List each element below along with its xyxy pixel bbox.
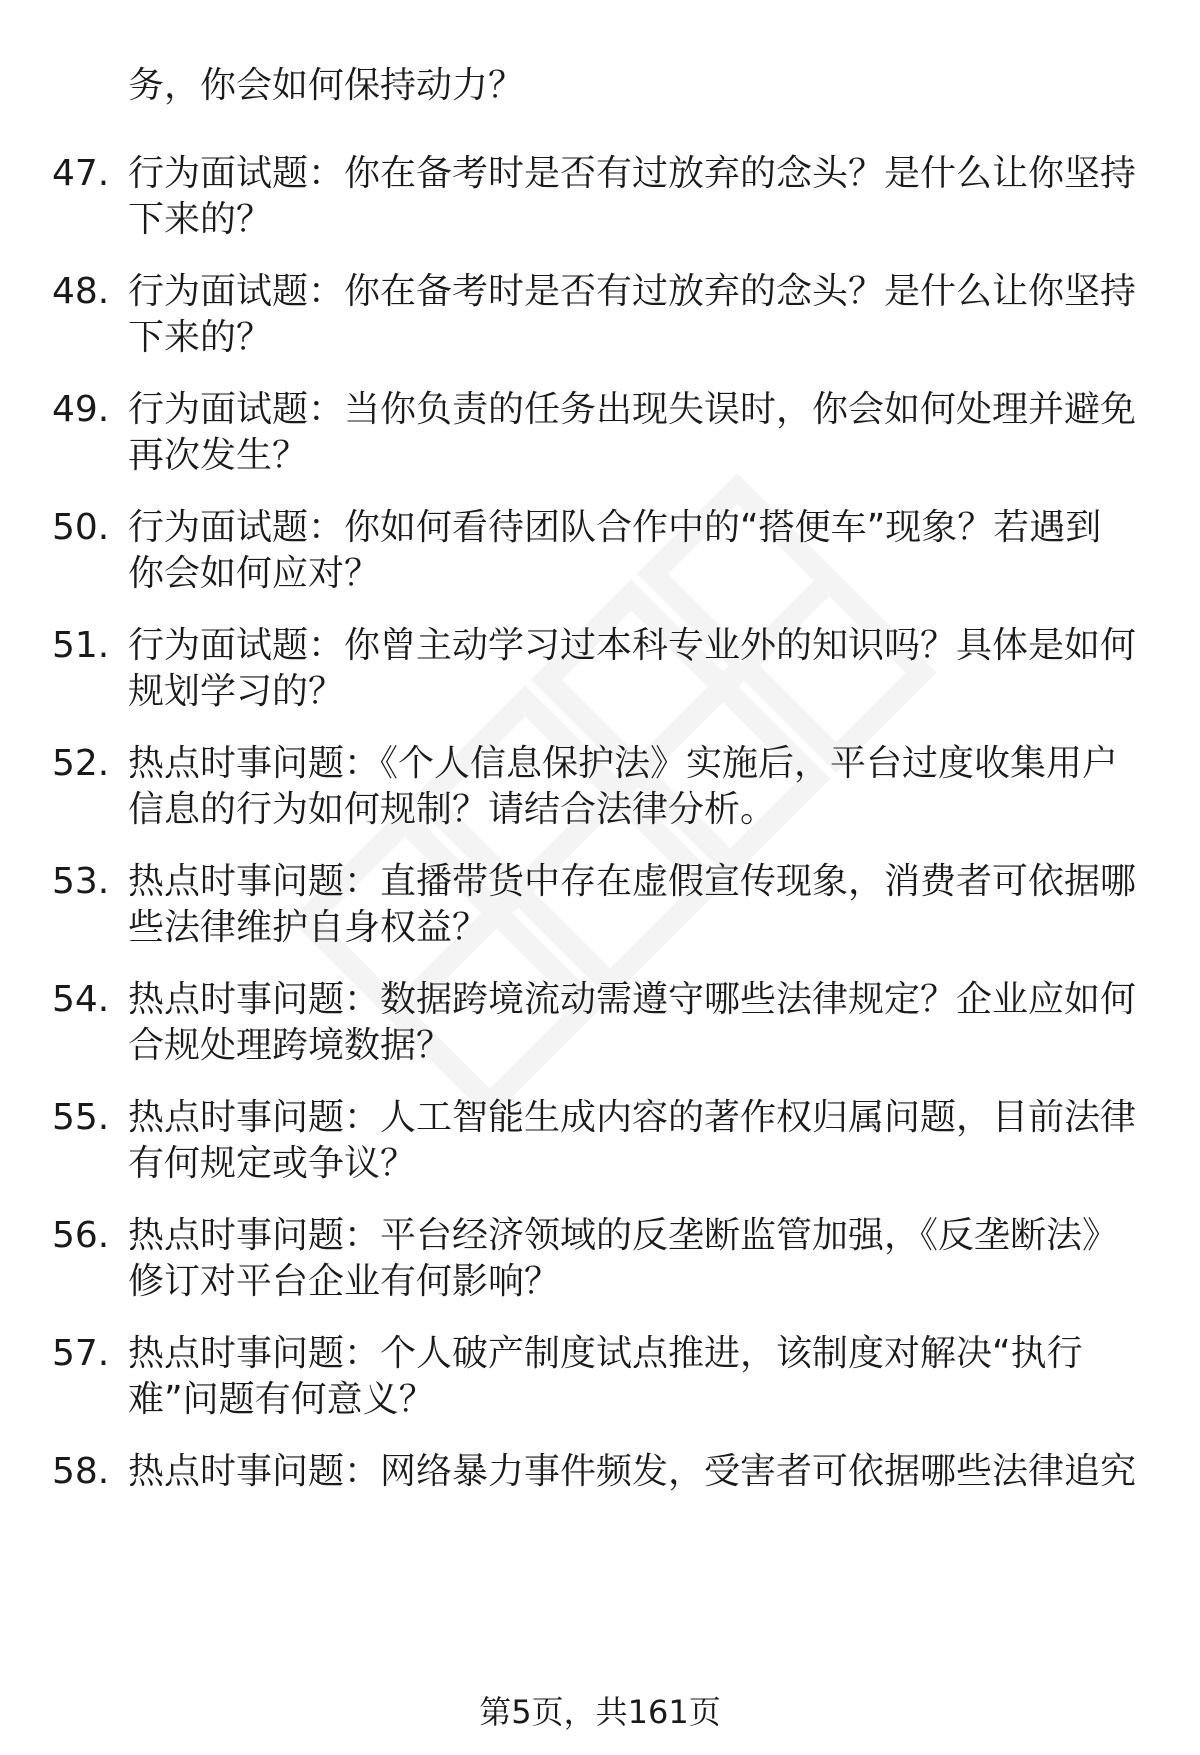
item-text-line-2: 再次发生？: [128, 435, 309, 476]
item-text-line-1: 热点时事问题：网络暴力事件频发，受害者可依据哪些法律追究: [128, 1451, 1137, 1492]
item-text-line-2: 合规处理跨境数据？: [128, 1025, 453, 1066]
item-number: 53.: [52, 861, 110, 902]
item-text-line-1: 热点时事问题：个人破产制度试点推进，该制度对解决“执行: [128, 1333, 1083, 1374]
item-text-line-2: 信息的行为如何规制？请结合法律分析。: [128, 789, 777, 830]
item-text-line-1: 热点时事问题：平台经济领域的反垄断监管加强，《反垄断法》: [128, 1215, 1119, 1256]
list-item: [0, 386, 1200, 496]
item-text-line-2: 难”问题有何意义？: [128, 1379, 435, 1420]
item-number: 58.: [52, 1451, 110, 1492]
list-item: [0, 858, 1200, 968]
item-text-line-2: 有何规定或争议？: [128, 1143, 417, 1184]
list-item: [0, 976, 1200, 1086]
item-text-line-2: 你会如何应对？: [128, 553, 381, 594]
item-number: 54.: [52, 979, 110, 1020]
item-text-line-2: 些法律维护自身权益？: [128, 907, 489, 948]
item-text-line-1: 行为面试题：你在备考时是否有过放弃的念头？是什么让你坚持: [128, 153, 1137, 194]
item-number: 52.: [52, 743, 110, 784]
item-number: 56.: [52, 1215, 110, 1256]
list-item: [0, 268, 1200, 378]
list-item: [0, 1094, 1200, 1204]
list-item: [0, 1212, 1200, 1322]
list-item: [0, 622, 1200, 732]
item-text-line-2: 下来的？: [128, 317, 273, 358]
item-number: 55.: [52, 1097, 110, 1138]
list-item: [0, 1330, 1200, 1440]
list-item: [0, 504, 1200, 614]
item-text-line-1: 行为面试题：你如何看待团队合作中的“搭便车”现象？若遇到: [128, 507, 1102, 548]
item-text-line-2: 下来的？: [128, 199, 273, 240]
item-text-line-1: 热点时事问题：《个人信息保护法》实施后，平台过度收集用户: [128, 743, 1119, 784]
item-text-line-1: 行为面试题：你曾主动学习过本科专业外的知识吗？具体是如何: [128, 625, 1137, 666]
item-text-line-2: 规划学习的？: [128, 671, 345, 712]
item-text-line-1: 行为面试题：当你负责的任务出现失误时，你会如何处理并避免: [128, 389, 1137, 430]
item-number: 48.: [52, 271, 110, 312]
item-number: 50.: [52, 507, 110, 548]
list-item: [0, 740, 1200, 850]
item-number: 49.: [52, 389, 110, 430]
item-number: 51.: [52, 625, 110, 666]
item-number: 47.: [52, 153, 110, 194]
list-item: [0, 150, 1200, 260]
page-footer: 第5页，共161页: [479, 1693, 721, 1731]
item-text-line-1: 行为面试题：你在备考时是否有过放弃的念头？是什么让你坚持: [128, 271, 1137, 312]
continued-question-line: 务，你会如何保持动力？: [128, 65, 525, 106]
item-number: 57.: [52, 1333, 110, 1374]
item-text-line-1: 热点时事问题：人工智能生成内容的著作权归属问题，目前法律: [128, 1097, 1137, 1138]
list-item: [0, 1448, 1200, 1558]
item-text-line-1: 热点时事问题：直播带货中存在虚假宣传现象，消费者可依据哪: [128, 861, 1137, 902]
item-text-line-2: 修订对平台企业有何影响？: [128, 1261, 561, 1302]
item-text-line-1: 热点时事问题：数据跨境流动需遵守哪些法律规定？企业应如何: [128, 979, 1137, 1020]
